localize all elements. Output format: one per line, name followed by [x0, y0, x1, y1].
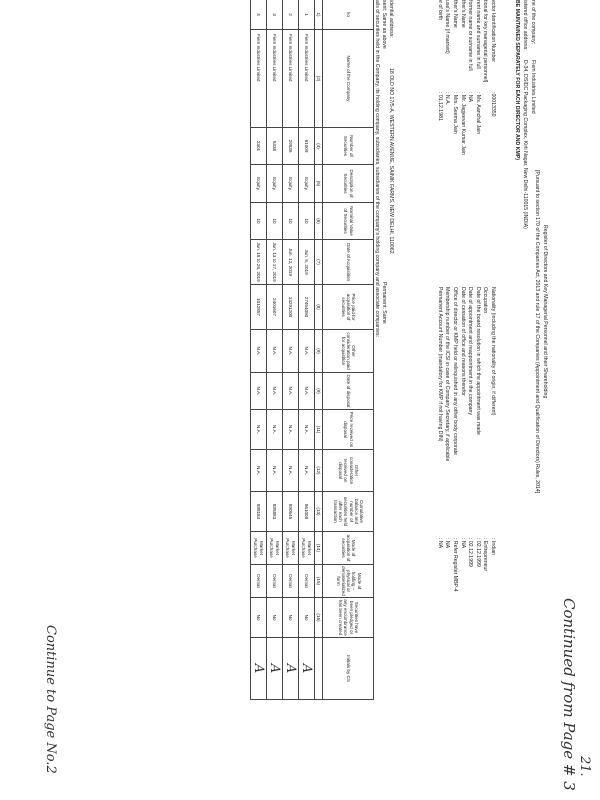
table-cell: Demat — [266, 565, 282, 598]
table-cell: Equity — [282, 165, 298, 203]
column-number: (5) — [314, 165, 322, 203]
column-number: 1) — [314, 0, 322, 30]
office-address-value: D-34, DSIDC Packaging Complex, Kirti Nagar, New Delhi-110015 (INDIA) — [522, 60, 528, 229]
right-field-value: : NA — [459, 538, 466, 549]
column-number: (7) — [314, 240, 322, 285]
left-field-label: ther's Name — [452, 0, 458, 28]
right-field-value: : Indian — [490, 538, 496, 556]
left-field-label: e of birth — [436, 0, 443, 21]
left-field-label: tional for key managerial personnel] — [482, 0, 489, 83]
table-cell: 1 — [298, 0, 314, 30]
left-field-value: : Ms. Aanchal Jain — [474, 92, 481, 135]
table-cell: Demat — [250, 565, 266, 598]
column-header: Securities have been pledged or any encumbrance has been created — [322, 598, 374, 638]
table-cell: Jun. 12, 2019 — [282, 240, 298, 285]
column-header: Other consideration received on disposal — [322, 450, 374, 492]
page-number: 21. — [577, 756, 592, 777]
table-cell: N.A. — [298, 450, 314, 492]
table-cell: Equity — [250, 165, 266, 203]
table-caption: ails of securities held in the Company, its holding company, subsidiaries, subsidiaries of the company's holding company and associate companies: — [374, 0, 380, 338]
permanent-address: Permanent: Same — [381, 282, 387, 324]
table-cell: N.A. — [266, 330, 282, 373]
office-address-label: istered office address: — [522, 0, 528, 51]
column-header: Nominal Value of Securities — [322, 203, 374, 240]
table-cell: Fiem Industries Limited — [298, 30, 314, 128]
handwritten-continued-from: Continued from Page # 3 — [560, 598, 578, 791]
column-header: Price received on disposal — [322, 410, 374, 450]
table-cell: N.A. — [250, 410, 266, 450]
table-cell: N.A. — [298, 373, 314, 410]
company-name-value: Fiem Industries Limited — [530, 60, 536, 114]
table-cell: Market Purchase — [282, 532, 298, 565]
table-cell: No — [250, 598, 266, 638]
right-field-label: Membership number of the ICSI in case of Company Secretary, if applicable — [444, 287, 451, 462]
table-cell: Market Purchase — [250, 532, 266, 565]
column-number: (15) — [314, 565, 322, 598]
table-cell: 898184 — [250, 492, 266, 532]
column-header: Other consideration paid for acquisition — [322, 330, 374, 373]
left-field-value: :00013350 — [490, 92, 496, 117]
column-header: Number of Securities — [322, 128, 374, 165]
table-cell: 2401607 — [266, 285, 282, 330]
right-field-value: : NA — [444, 538, 451, 549]
left-field-value: : Mrs. Seema Jain — [452, 92, 458, 134]
register-title: Register of Directors and Key Managerial Personnel and their Shareholding — [542, 225, 548, 399]
left-field-value: : N.A. — [444, 92, 451, 105]
table-cell: 2 — [282, 0, 298, 30]
column-header: Date of disposal — [322, 373, 374, 410]
left-field-value: : Mr. Jagjeevan Kumar Jain — [459, 92, 466, 155]
table-cell: N.A. — [298, 330, 314, 373]
residential-address-label: idential address: — [388, 0, 394, 38]
table-cell: Market Purchase — [298, 532, 314, 565]
table-cell: N.A. — [282, 450, 298, 492]
left-field-label: ector Identification Number — [490, 0, 496, 62]
table-cell: N.A. — [266, 373, 282, 410]
column-number: (2) — [314, 30, 322, 128]
column-header: Mode of acquisition of securities — [322, 532, 374, 565]
table-cell: Market Purchase — [266, 532, 282, 565]
table-cell: 4 — [250, 0, 266, 30]
column-number: (9) — [314, 373, 322, 410]
right-field-value: : 02.12.1999 — [467, 538, 474, 567]
column-number — [314, 638, 322, 700]
table-cell: 10 — [282, 203, 298, 240]
present-address: sent: Same as above — [381, 0, 387, 49]
table-cell: 61009 — [298, 128, 314, 165]
table-cell: Demat — [282, 565, 298, 598]
column-header: Date of Acquisition — [322, 240, 374, 285]
table-cell: N.A. — [250, 330, 266, 373]
left-field-label: ther's Name — [459, 0, 466, 28]
left-field-value: : NA — [467, 92, 474, 103]
column-number: (12) — [314, 450, 322, 492]
right-field-label: Office of director or KMP held or relinquished in any other body corporate — [452, 287, 458, 455]
column-number: (8) — [314, 285, 322, 330]
table-cell: No — [266, 598, 282, 638]
right-field-value: : Refer Register MBP-4 — [452, 538, 458, 592]
right-field-value: : 02.12.1999 — [474, 538, 481, 567]
table-cell: N.A. — [282, 330, 298, 373]
right-field-label: Date of the board resolution in which the appointment was made — [474, 287, 481, 435]
residential-address-value: 18 OLD NO 17/5-A, WESTERN AVENUE, SAINIK FARMS, NEW DELHI, 110062 — [388, 68, 394, 254]
column-number: (9) — [314, 330, 322, 373]
column-header: ko — [322, 0, 374, 30]
column-header: Name of the Company — [322, 30, 374, 128]
table-cell: N.A. — [282, 410, 298, 450]
cs-initial: A — [298, 638, 314, 700]
left-field-label: former name or surname in full — [467, 0, 474, 71]
right-field-label: Date of cessation of office and reasons therefor — [459, 287, 466, 396]
right-field-label: Permanent Account Number (mandatory for KMP if not having DIN) — [436, 287, 443, 442]
table-cell: Jun. 18 to 28, 2019 — [250, 240, 266, 285]
table-cell: 10 — [266, 203, 282, 240]
right-field-value: : NA — [436, 538, 443, 549]
left-field-label: use's Name (if married) — [444, 0, 451, 54]
table-cell: 29536 — [282, 128, 298, 165]
right-field-label: Date of appointment and reappointment in the company — [467, 287, 474, 416]
column-number: (16) — [314, 598, 322, 638]
cs-initial: A — [266, 638, 282, 700]
cs-initial: A — [282, 638, 298, 700]
column-number: (11) — [314, 410, 322, 450]
column-number: (4) — [314, 128, 322, 165]
left-field-label: rent name and surname in full — [474, 0, 481, 69]
table-cell: 895883 — [266, 492, 282, 532]
table-cell: 3 — [266, 0, 282, 30]
table-cell: 10 — [250, 203, 266, 240]
right-field-label: Occupation — [482, 287, 489, 314]
column-header: Initials by CS — [322, 638, 374, 700]
table-cell: N.A. — [266, 450, 282, 492]
table-cell: 1012857 — [250, 285, 266, 330]
table-cell: Fiem Industries Limited — [282, 30, 298, 128]
register-subtitle: [Pursuant to section 170 of the Companies Act, 2013 and rule 17 of the Companies (Appointment and Qualification of Directors) Rules, 2014] — [534, 170, 540, 494]
table-cell: Fiem Industries Limited — [250, 30, 266, 128]
table-cell: N.A. — [250, 450, 266, 492]
table-cell: N.A. — [266, 410, 282, 450]
right-field-value: : Entrepreneur — [482, 538, 489, 572]
column-number: (6) — [314, 203, 322, 240]
maintenance-note: BE MAINTAINED SEPARATELY FOR EACH DIRECTOR AND KMP) — [514, 0, 520, 160]
left-field-value: : 01.12.1981 — [436, 92, 443, 121]
table-cell: 2301 — [250, 128, 266, 165]
table-cell: N.A. — [298, 410, 314, 450]
column-number: (14) — [314, 532, 322, 565]
right-field-label: Nationality (including the nationality of origin, if different) — [490, 287, 496, 416]
table-cell: Equity — [266, 165, 282, 203]
column-header: Mode of holding – physical or dematerialized form — [322, 565, 374, 598]
table-cell: 13291200 — [282, 285, 298, 330]
table-cell: Jun. 6, 2019 — [298, 240, 314, 285]
table-cell: 27454050 — [298, 285, 314, 330]
column-header: Cumulative balance and number of securities held after each transaction — [322, 492, 374, 532]
cs-initial: A — [250, 638, 266, 700]
table-cell: No — [282, 598, 298, 638]
table-cell: 861009 — [298, 492, 314, 532]
table-cell: Jun. 13 to 17, 2019 — [266, 240, 282, 285]
table-cell: Demat — [298, 565, 314, 598]
table-cell: 10 — [298, 203, 314, 240]
company-name-label: ne of the company: — [530, 0, 536, 45]
table-cell: Equity — [298, 165, 314, 203]
table-cell: Fiem Industries Limited — [266, 30, 282, 128]
column-number: (13) — [314, 492, 322, 532]
table-cell: N.A. — [282, 373, 298, 410]
table-cell: N.A. — [250, 373, 266, 410]
table-cell: No — [298, 598, 314, 638]
column-header: Description of Securities — [322, 165, 374, 203]
column-header: Price paid for acquisition of securities — [322, 285, 374, 330]
table-cell: 890545 — [282, 492, 298, 532]
table-cell: 5338 — [266, 128, 282, 165]
handwritten-continue-to: Continue to Page No.2 — [43, 625, 58, 774]
